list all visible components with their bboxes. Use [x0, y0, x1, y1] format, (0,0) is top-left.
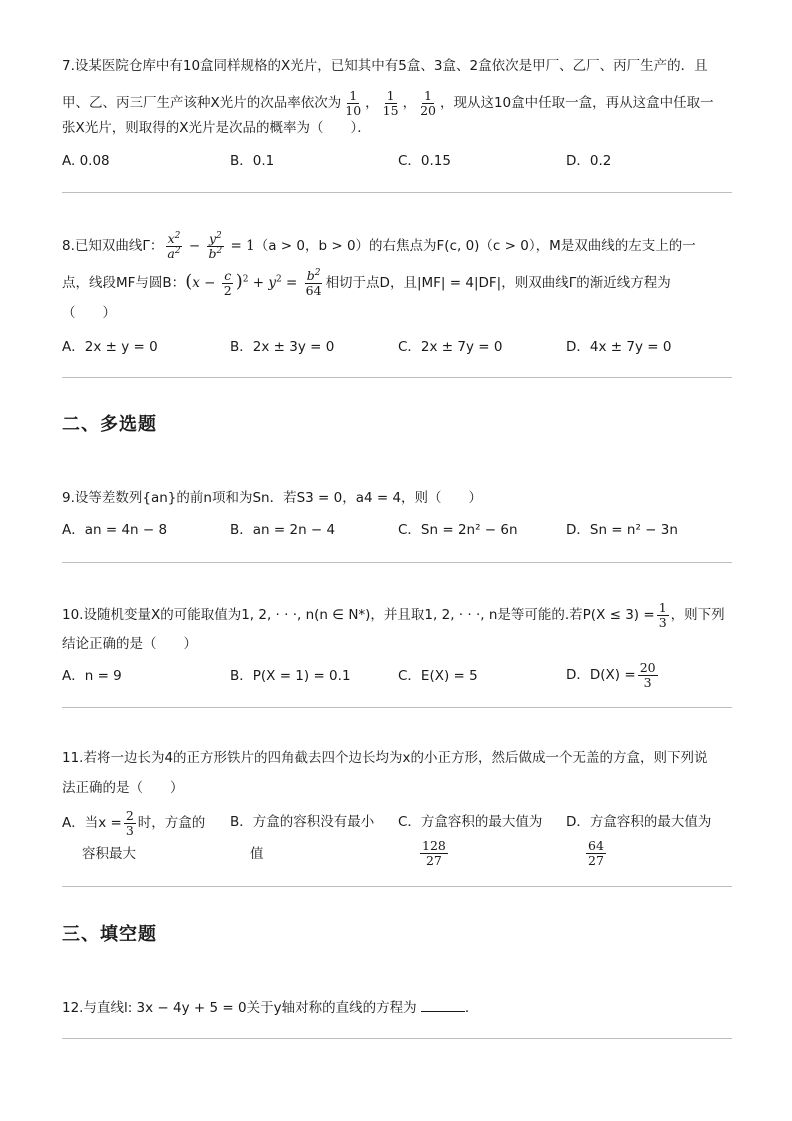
- q7-option-c[interactable]: C．0.15: [398, 153, 451, 169]
- q7-line2-end: ，现从这10盒中任取一盒，再从这盒中任取一: [439, 95, 714, 111]
- q10-option-d[interactable]: D．D(X) = $\frac{20}{3}$: [566, 659, 656, 690]
- q8-option-d[interactable]: D．4x ± 7y = 0: [566, 339, 672, 355]
- q7-line1: 7.设某医院仓库中有10盒同样规格的X光片，已知其中有5盒、3盒、2盒依次是甲厂、乙厂、丙厂生产的．且: [62, 58, 708, 74]
- q11-option-d-value: $\frac{64}{27}$: [588, 837, 604, 868]
- q10-line1: 10.设随机变量X的可能取值为1, 2, · · ·, n(n ∈ N*)，并且取1, 2, · · ·, n是等可能的.若P(X ≤ 3) = $\frac{1}{3}$ ，则下列: [62, 599, 725, 630]
- divider: [62, 707, 732, 708]
- q10-line2: 结论正确的是（ ）: [62, 636, 197, 652]
- q11-option-a-frac: $\frac{2}{3}$: [125, 807, 134, 838]
- q9-option-d[interactable]: D．Sn = n² − 3n: [566, 522, 678, 538]
- q8-frac-x2a2: $\frac{x^2}{a^2}$: [167, 230, 181, 261]
- q9-option-c[interactable]: C．Sn = 2n² − 6n: [398, 522, 518, 538]
- divider: [62, 886, 732, 887]
- q11-option-c[interactable]: C．方盒容积的最大值为: [398, 814, 543, 830]
- divider: [62, 377, 732, 378]
- divider: [62, 562, 732, 563]
- q12-stem: 12.与直线l: 3x − 4y + 5 = 0关于y轴对称的直线的方程为 ．: [62, 1000, 479, 1016]
- q8-option-c[interactable]: C．2x ± 7y = 0: [398, 339, 503, 355]
- q11-option-c-value: $\frac{128}{27}$: [422, 837, 446, 868]
- q9-stem: 9.设等差数列{an}的前n项和为Sn．若S3 = 0，a4 = 4，则（ ）: [62, 490, 483, 506]
- q7-frac-3: $\frac{1}{20}$: [420, 87, 436, 118]
- q11-line1: 11.若将一边长为4的正方形铁片的四角截去四个边长均为x的小正方形，然后做成一个无盖的方盒，则下列说: [62, 750, 708, 766]
- q8-option-b[interactable]: B．2x ± 3y = 0: [230, 339, 335, 355]
- q9-option-a[interactable]: A．an = 4n − 8: [62, 522, 168, 538]
- q12-answer-blank[interactable]: [421, 999, 465, 1012]
- q8-line3: （ ）: [62, 305, 116, 321]
- q10-option-c[interactable]: C．E(X) = 5: [398, 668, 478, 684]
- q11-option-b[interactable]: B．方盒的容积没有最小: [230, 814, 375, 830]
- q7-frac-1: $\frac{1}{10}$: [345, 87, 362, 118]
- q7-frac-2: $\frac{1}{15}$: [382, 87, 399, 118]
- q7-line2-start: 甲、乙、丙三厂生产该种X光片的次品率依次为: [62, 95, 342, 111]
- q9-option-b[interactable]: B．an = 2n − 4: [230, 522, 336, 538]
- q10-option-b[interactable]: B．P(X = 1) = 0.1: [230, 668, 351, 684]
- section-heading-multiple-choice: 二、多选题: [62, 414, 157, 435]
- divider: [62, 1038, 732, 1039]
- q8-line2: 点，线段MF与圆B：(x − $\frac{c}{2}$ )$^2 + y^2$ = $\frac{b^2}{64}$ 相切于点D，且|MF| = 4|DF|，则双曲线Γ的渐近线方程为: [62, 267, 671, 298]
- q8-line1: 8.已知双曲线Γ： $\frac{x^2}{a^2}$ − $\frac{y^2}{b^2}$ = 1（a > 0，b > 0）的右焦点为F(c, 0)（c > 0），M是双曲线的左支上的一: [62, 230, 696, 261]
- q8-frac-y2b2: $\frac{y^2}{b^2}$: [208, 230, 223, 261]
- q7-option-a[interactable]: A. 0.08: [62, 153, 110, 169]
- q8-frac-c2: $\frac{c}{2}$: [223, 267, 232, 298]
- q11-option-d[interactable]: D．方盒容积的最大值为: [566, 814, 712, 830]
- q11-line2: 法正确的是（ ）: [62, 780, 184, 796]
- q10-option-d-frac: $\frac{20}{3}$: [639, 659, 656, 690]
- q10-option-a[interactable]: A．n = 9: [62, 668, 122, 684]
- q7-option-d[interactable]: D．0.2: [566, 153, 612, 169]
- section-heading-fill-in: 三、填空题: [62, 924, 157, 945]
- q7-line2: 甲、乙、丙三厂生产该种X光片的次品率依次为 $\frac{1}{10}$ ， $\frac{1}{15}$ ， $\frac{1}{20}$ ，现从这10盒中任取一盒，再从这盒中任取一: [62, 87, 714, 118]
- q7-line3: 张X光片，则取得的X光片是次品的概率为（ ）．: [62, 120, 371, 136]
- divider: [62, 192, 732, 193]
- q8-option-a[interactable]: A．2x ± y = 0: [62, 339, 158, 355]
- q7-option-b[interactable]: B．0.1: [230, 153, 275, 169]
- q11-option-b-cont: 值: [250, 846, 264, 862]
- q11-option-a[interactable]: A．当x = $\frac{2}{3}$ 时，方盒的: [62, 807, 206, 838]
- q10-frac-1-3: $\frac{1}{3}$: [658, 599, 667, 630]
- q8-frac-b2-64: $\frac{b^2}{64}$: [305, 267, 322, 298]
- q11-option-a-cont: 容积最大: [82, 846, 136, 862]
